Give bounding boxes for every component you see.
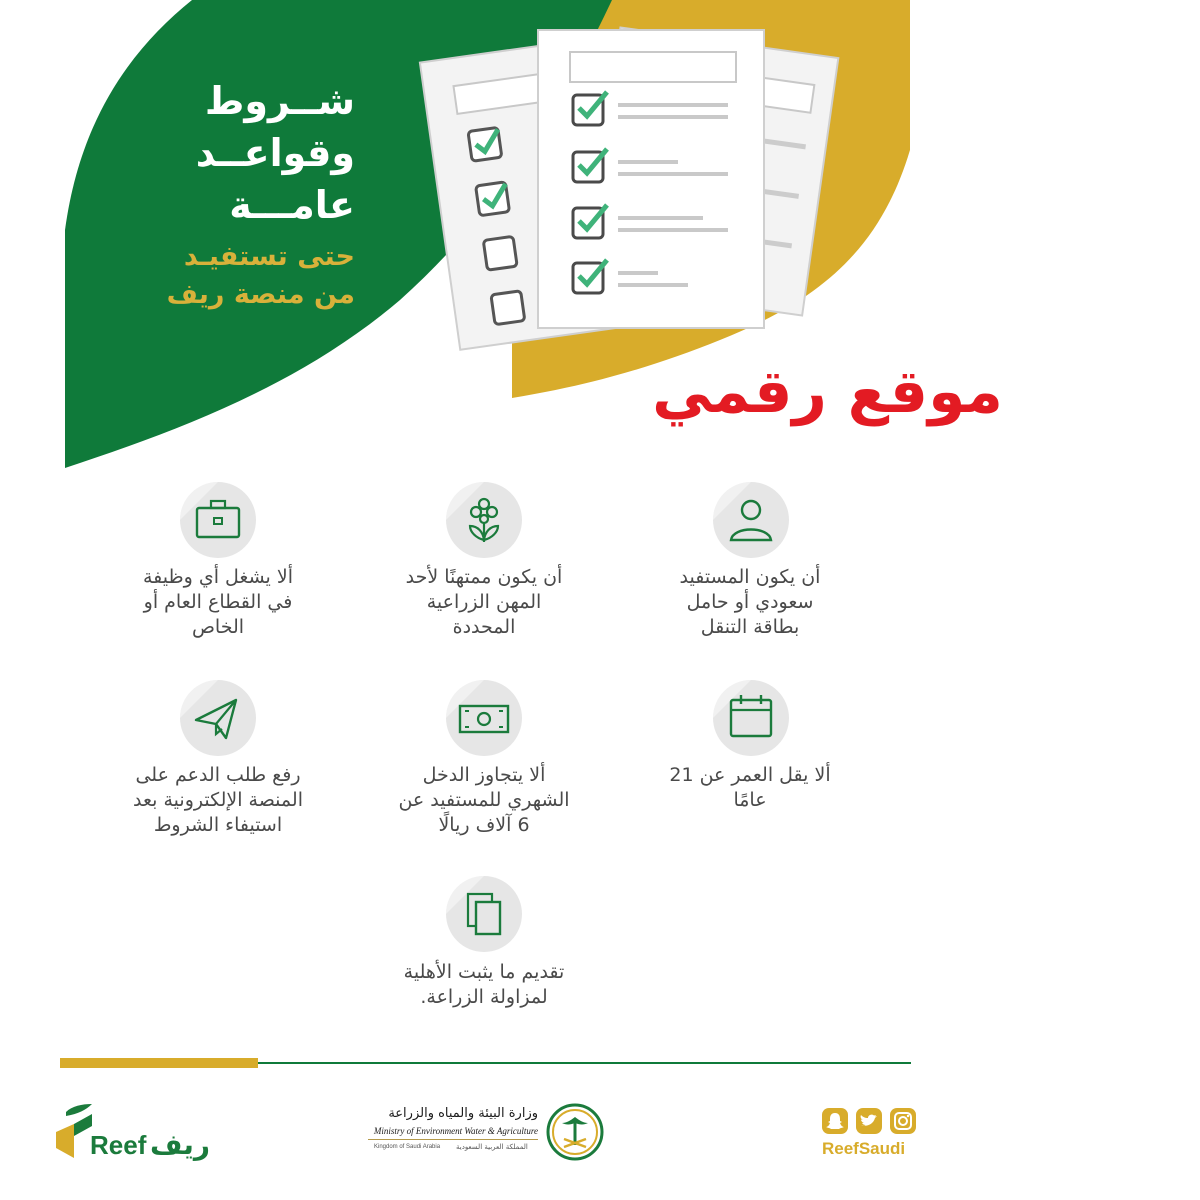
hero-title-line-1: شــروط	[204, 79, 355, 123]
condition-3-text	[88, 565, 348, 640]
kingdom-name-ar: المملكة العربية السعودية	[456, 1143, 528, 1151]
hero-subtitle-line-1: حتى تستفيـد	[183, 241, 355, 272]
snapchat-icon[interactable]	[822, 1108, 848, 1134]
condition-4-line-1: ألا يقل العمر عن 21	[669, 764, 831, 786]
documents-icon	[446, 876, 522, 952]
condition-1-line-1: أن يكون المستفيد	[679, 566, 821, 588]
condition-4-text	[620, 763, 880, 813]
footer-divider-gold	[60, 1058, 258, 1068]
person-icon	[713, 482, 789, 558]
condition-2-line-3: المحددة	[452, 616, 516, 638]
hero-title-line-3: عامـــة	[229, 183, 355, 227]
hero-illustration	[0, 0, 1200, 470]
watermark-text: موقع رقمي	[652, 357, 1003, 427]
condition-3-line-3: الخاص	[191, 616, 245, 638]
ministry-name-ar: وزارة البيئة والمياه والزراعة	[388, 1106, 538, 1121]
condition-6-text	[88, 763, 348, 838]
social-handle[interactable]: ReefSaudi	[822, 1139, 906, 1158]
paper-plane-icon	[180, 680, 256, 756]
condition-3-line-1: ألا يشغل أي وظيفة	[142, 566, 293, 588]
footer-divider-green	[258, 1062, 911, 1064]
briefcase-icon	[180, 482, 256, 558]
condition-7-line-1: تقديم ما يثبت الأهلية	[403, 961, 565, 983]
plant-icon	[446, 482, 522, 558]
condition-7-line-2: لمزاولة الزراعة.	[420, 986, 548, 1008]
ministry-name-en: Ministry of Environment Water & Agriculture	[373, 1126, 538, 1136]
ministry-divider	[368, 1139, 538, 1140]
condition-6-line-3: استيفاء الشروط	[153, 814, 283, 836]
condition-1-line-3: بطاقة التنقل	[700, 616, 800, 638]
condition-2-text	[354, 565, 614, 640]
condition-5-line-1: ألا يتجاوز الدخل	[422, 764, 546, 786]
twitter-icon[interactable]	[856, 1108, 882, 1134]
condition-3-line-2: في القطاع العام أو	[143, 591, 293, 613]
condition-6-line-1: رفع طلب الدعم على	[135, 764, 301, 786]
condition-5-line-2: الشهري للمستفيد عن	[398, 789, 570, 811]
reef-brand-ar: ريف	[150, 1128, 210, 1161]
person-icon-circle	[713, 482, 789, 558]
condition-5-line-3: 6 آلاف ريالًا	[438, 814, 530, 836]
ministry-emblem-icon	[546, 1103, 604, 1161]
briefcase-icon-circle	[180, 482, 256, 558]
condition-5-text	[354, 763, 614, 838]
paper-plane-icon-circle	[180, 680, 256, 756]
hero-subtitle-line-2: من منصة ريف	[166, 279, 355, 310]
plant-icon-circle	[446, 482, 522, 558]
banknote-icon-circle	[446, 680, 522, 756]
condition-6-line-2: المنصة الإلكترونية بعد	[133, 789, 303, 811]
instagram-icon[interactable]	[890, 1108, 916, 1134]
condition-2-line-1: أن يكون ممتهنًا لأحد	[405, 566, 563, 588]
condition-1-text	[620, 565, 880, 640]
banknote-icon	[446, 680, 522, 756]
calendar-icon-circle	[713, 680, 789, 756]
kingdom-name-en: Kingdom of Saudi Arabia	[374, 1144, 441, 1150]
condition-4-line-2: عامًا	[733, 789, 767, 811]
condition-7-text	[354, 960, 614, 1010]
condition-2-line-2: المهن الزراعية	[426, 591, 542, 613]
documents-icon-circle	[446, 876, 522, 952]
reef-brand-en: Reef	[90, 1130, 147, 1160]
condition-1-line-2: سعودي أو حامل	[686, 591, 814, 613]
hero-title-line-2: وقواعــد	[195, 131, 355, 175]
calendar-icon	[713, 680, 789, 756]
